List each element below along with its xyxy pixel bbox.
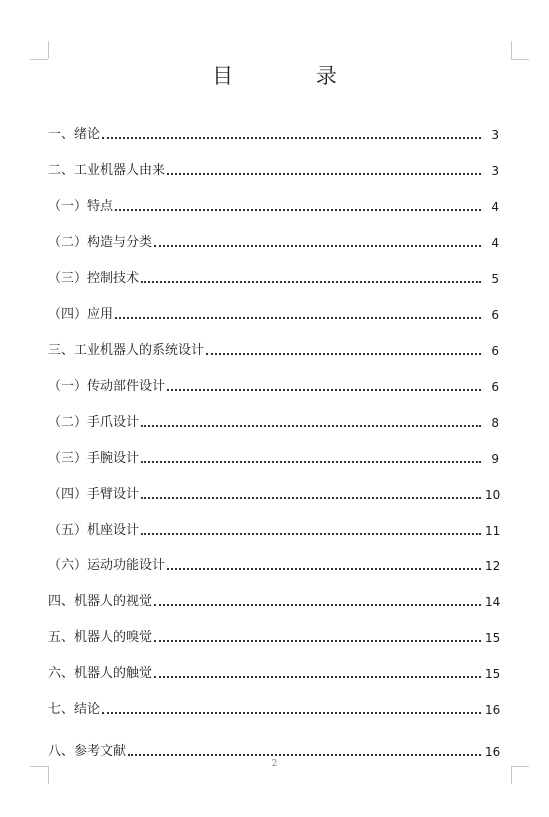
toc-entry[interactable]: [48, 124, 499, 144]
toc-entry-page-number: 6: [491, 380, 499, 394]
toc-entry[interactable]: [48, 304, 499, 324]
toc-entry-label: （一）传动部件设计: [48, 379, 166, 394]
dot-leader: [141, 497, 481, 499]
toc-entry-page-number: 4: [491, 236, 499, 250]
toc-entry[interactable]: [48, 627, 499, 647]
toc-entry-label: （四）应用: [48, 307, 114, 322]
dot-leader: [115, 209, 481, 211]
toc-entry-label: 二、工业机器人由来: [48, 163, 166, 178]
toc-entry[interactable]: [48, 196, 499, 216]
toc-entry-page-number: 15: [485, 631, 501, 645]
crop-mark-top-right: [511, 41, 512, 59]
dot-leader: [154, 604, 481, 606]
dot-leader: [128, 754, 481, 756]
toc-entry-label: （三）控制技术: [48, 271, 140, 286]
toc-entry-label: （四）手臂设计: [48, 487, 140, 502]
toc-entry-page-number: 16: [485, 703, 501, 717]
toc-entry[interactable]: [48, 741, 499, 761]
toc-entry-label: （五）机座设计: [48, 523, 140, 538]
toc-entry[interactable]: [48, 591, 499, 611]
toc-entry-page-number: 14: [485, 595, 501, 609]
dot-leader: [154, 245, 481, 247]
toc-entry-label: 七、结论: [48, 702, 101, 717]
toc-entry[interactable]: [48, 520, 499, 540]
toc-entry-page-number: 8: [491, 416, 499, 430]
toc-entry[interactable]: [48, 699, 499, 719]
toc-entry-label: （六）运动功能设计: [48, 558, 166, 573]
toc-entry-label: 三、工业机器人的系统设计: [48, 343, 205, 358]
toc-entry-label: 四、机器人的视觉: [48, 594, 153, 609]
page-number: 2: [271, 759, 278, 769]
crop-mark-top-left: [48, 41, 49, 59]
dot-leader: [167, 173, 481, 175]
toc-entry-page-number: 4: [491, 200, 499, 214]
toc-entry-label: 六、机器人的触觉: [48, 666, 153, 681]
toc-entry[interactable]: [48, 448, 499, 468]
dot-leader: [167, 568, 481, 570]
dot-leader: [141, 533, 481, 535]
toc-entry[interactable]: [48, 232, 499, 252]
toc-entry-page-number: 6: [491, 308, 499, 322]
toc-entry[interactable]: [48, 376, 499, 396]
dot-leader: [167, 389, 481, 391]
dot-leader: [154, 676, 481, 678]
toc-entry-page-number: 15: [485, 667, 501, 681]
toc-entry-page-number: 6: [491, 344, 499, 358]
toc-entry-page-number: 10: [485, 488, 501, 502]
toc-entry-page-number: 12: [485, 559, 501, 573]
toc-entry-label: 一、绪论: [48, 127, 101, 142]
toc-entry[interactable]: [48, 663, 499, 683]
toc-entry-page-number: 5: [491, 272, 499, 286]
toc-entry[interactable]: [48, 268, 499, 288]
dot-leader: [154, 640, 481, 642]
toc-entry-label: （二）构造与分类: [48, 235, 153, 250]
toc-entry[interactable]: [48, 160, 499, 180]
dot-leader: [141, 461, 481, 463]
dot-leader: [102, 137, 481, 139]
toc-entry-label: 八、参考文献: [48, 744, 127, 759]
toc-entry-label: （二）手爪设计: [48, 415, 140, 430]
dot-leader: [206, 353, 481, 355]
dot-leader: [141, 425, 481, 427]
toc-entry-page-number: 9: [491, 452, 499, 466]
dot-leader: [115, 317, 481, 319]
toc-entry[interactable]: [48, 340, 499, 360]
toc-entry-page-number: 3: [491, 128, 499, 142]
toc-entry-page-number: 3: [491, 164, 499, 178]
toc-entry[interactable]: [48, 555, 499, 575]
toc-entry-label: 五、机器人的嗅觉: [48, 630, 153, 645]
toc-entry-label: （三）手腕设计: [48, 451, 140, 466]
toc-entry-page-number: 16: [485, 745, 501, 759]
toc-entry[interactable]: [48, 484, 499, 504]
dot-leader: [102, 712, 481, 714]
toc-entry[interactable]: [48, 412, 499, 432]
dot-leader: [141, 281, 481, 283]
toc-entry-page-number: 11: [485, 524, 501, 538]
toc-entry-label: （一）特点: [48, 199, 114, 214]
toc-title: 目 录: [212, 64, 375, 88]
